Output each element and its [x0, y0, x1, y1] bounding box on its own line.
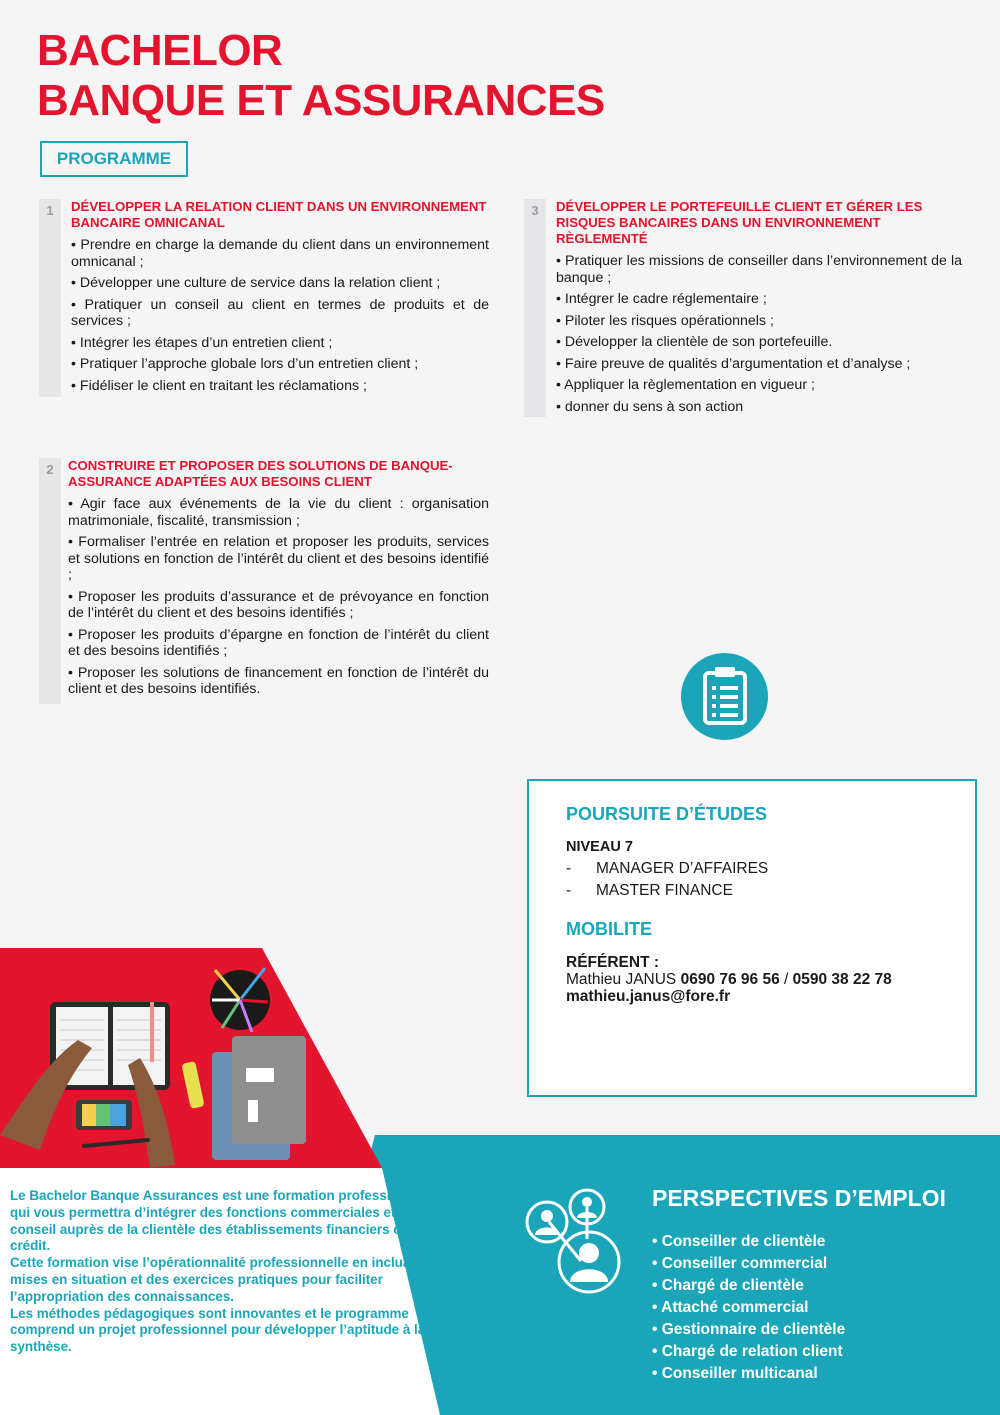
- module-item: • Appliquer la règlementation en vigueur ;: [556, 377, 815, 393]
- page-title: [37, 26, 605, 126]
- module-item: • Pratiquer les missions de conseiller dans l’environnement de la banque ;: [556, 253, 962, 286]
- list-item: • Conseiller de clientèle: [652, 1233, 826, 1250]
- list-item: • Conseiller multicanal: [652, 1365, 818, 1382]
- intro-text: [10, 1188, 460, 1356]
- module-1: [39, 199, 491, 397]
- module-body: [68, 458, 489, 703]
- intro-paragraph: Le Bachelor Banque Assurances est une formation professionnelle qui vous permettra d’intégrer des fonctions commerciales et de conseil auprès de la clientèle des établissements financiers ou de crédit.: [10, 1188, 438, 1254]
- perspectives-list: [652, 1231, 845, 1385]
- module-number: 3: [524, 199, 546, 417]
- referent-phone-2[interactable]: 0590 38 22 78: [792, 971, 892, 988]
- referent-name: Mathieu JANUS: [566, 971, 677, 988]
- phone-separator: /: [784, 971, 789, 988]
- module-item: • Formaliser l’entrée en relation et proposer les produits, services et solutions en fonction de l’intérêt du client et des besoins identifié ;: [68, 534, 489, 583]
- module-item: • Pratiquer l’approche globale lors d’un entretien client ;: [71, 356, 419, 372]
- module-item: • Développer la clientèle de son portefeuille.: [556, 334, 833, 350]
- title-line-2: BANQUE ET ASSURANCES: [37, 76, 605, 125]
- module-number: 2: [39, 458, 61, 704]
- programme-badge: PROGRAMME: [40, 141, 188, 177]
- poursuite-list: [566, 858, 975, 902]
- poursuite-item: MANAGER D’AFFAIRES: [596, 860, 769, 877]
- module-item: • Piloter les risques opérationnels ;: [556, 312, 774, 329]
- module-item: • Fidéliser le client en traitant les réclamations ;: [71, 377, 367, 394]
- module-item: • Pratiquer un conseil au client en termes de produits et de services ;: [71, 296, 489, 329]
- poursuite-item: MASTER FINANCE: [596, 882, 733, 899]
- module-item: • Proposer les solutions de financement en fonction de l’intérêt du client et des besoins identifiés.: [68, 664, 489, 697]
- mobilite-title: MOBILITE: [566, 919, 652, 939]
- list-item: • Conseiller commercial: [652, 1255, 828, 1272]
- referent-block: [566, 954, 975, 1005]
- intro-paragraph: Les méthodes pédagogiques sont innovantes et le programme comprend un projet professionnel pour développer l’aptitude à la synthèse.: [10, 1305, 426, 1355]
- referent-phone-1[interactable]: 0690 76 96 56: [680, 971, 780, 988]
- module-2: [39, 458, 491, 704]
- dash: -: [566, 882, 572, 899]
- module-title: DÉVELOPPER LA RELATION CLIENT DANS UN ENVIRONNEMENT BANCAIRE OMNICANAL: [71, 199, 487, 230]
- module-item: • Proposer les produits d’assurance et de prévoyance en fonction de l’intérêt du client et des besoins identifiés ;: [68, 588, 489, 621]
- intro-paragraph: Cette formation vise l’opérationnalité professionnelle en incluant des mises en situation et des exercices pratiques pour faciliter l’appropriation des connaissances.: [10, 1255, 450, 1304]
- module-title: CONSTRUIRE ET PROPOSER DES SOLUTIONS DE BANQUE-ASSURANCE ADAPTÉES AUX BESOINS CLIENT: [68, 458, 453, 489]
- module-body: [71, 199, 489, 399]
- dash: -: [566, 860, 572, 877]
- referent-label: RÉFÉRENT :: [566, 954, 659, 971]
- module-body: [556, 199, 962, 420]
- clipboard-icon: [681, 653, 768, 740]
- list-item: • Gestionnaire de clientèle: [652, 1321, 846, 1338]
- niveau-label: NIVEAU 7: [566, 839, 633, 855]
- module-number: 1: [39, 199, 61, 397]
- list-item: • Attaché commercial: [652, 1299, 809, 1316]
- module-item: • Intégrer le cadre réglementaire ;: [556, 291, 767, 307]
- title-line-1: BACHELOR: [37, 26, 283, 75]
- module-item: • donner du sens à son action: [556, 398, 744, 415]
- list-item: [566, 858, 975, 880]
- module-item: • Proposer les produits d’épargne en fonction de l’intérêt du client et des besoins identifiés ;: [68, 626, 489, 659]
- module-item: • Prendre en charge la demande du client dans un environnement omnicanal ;: [71, 237, 489, 270]
- module-item: • Agir face aux événements de la vie du client : organisation matrimoniale, fiscalité, transmission ;: [68, 496, 489, 529]
- list-item: [566, 880, 975, 902]
- perspectives-title: PERSPECTIVES D’EMPLOI: [652, 1185, 946, 1211]
- people-network-icon: [523, 1187, 638, 1295]
- list-item: • Chargé de relation client: [652, 1343, 843, 1360]
- poursuite-title: POURSUITE D’ÉTUDES: [566, 804, 768, 824]
- module-3: [524, 199, 964, 417]
- module-item: • Intégrer les étapes d’un entretien client ;: [71, 334, 333, 351]
- module-title: DÉVELOPPER LE PORTEFEUILLE CLIENT ET GÉRER LES RISQUES BANCAIRES DANS UN ENVIRONNEMENT RÈGLEMENTÉ: [556, 199, 923, 246]
- info-box: [527, 779, 977, 1097]
- list-item: • Chargé de clientèle: [652, 1277, 804, 1294]
- module-item: • Développer une culture de service dans la relation client ;: [71, 275, 441, 291]
- referent-email[interactable]: mathieu.janus@fore.fr: [566, 988, 731, 1005]
- module-item: • Faire preuve de qualités d’argumentation et d’analyse ;: [556, 355, 911, 372]
